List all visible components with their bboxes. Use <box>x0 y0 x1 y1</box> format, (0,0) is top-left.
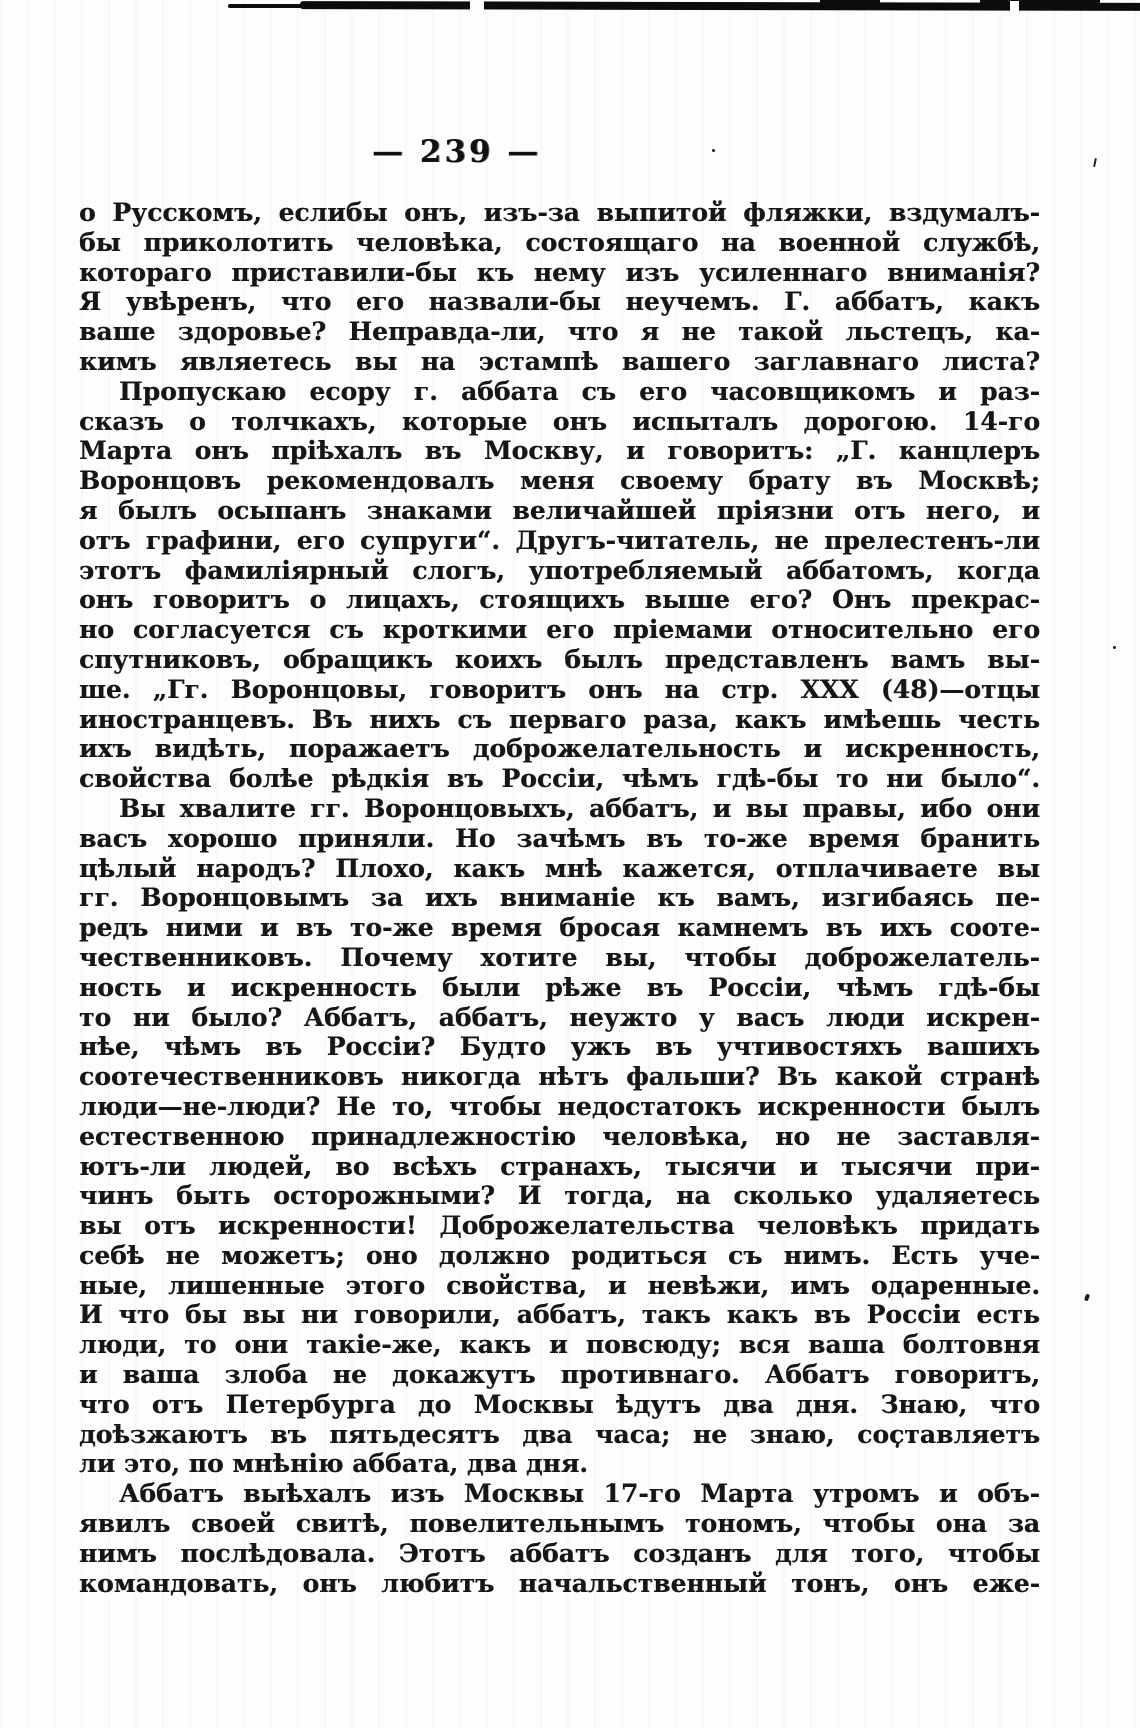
scan-artifact-top-bar-segment <box>228 4 314 8</box>
text-line: ше. „Гг. Воронцовы, говоритъ онъ на стр. XXX (48)—отцы <box>79 674 1040 704</box>
text-line: что отъ Петербурга до Москвы ѣдутъ два дня. Знаю, что <box>79 1389 1040 1419</box>
text-line: чественниковъ. Почему хотите вы, чтобы доброжелатель- <box>79 942 1040 972</box>
text-line: люди, то они такіе-же, какъ и повсюду; вся ваша болтовня <box>79 1330 1040 1360</box>
ink-speck <box>1093 158 1097 167</box>
ink-speck <box>1113 646 1116 649</box>
ink-speck <box>1084 1294 1090 1302</box>
text-line: гг. Воронцовымъ за ихъ вниманіе къ вамъ, изгибаясь пе- <box>79 883 1040 913</box>
text-line: бы приколотить человѣка, состоящаго на военной службѣ, <box>79 227 1040 257</box>
text-line: явилъ своей свитѣ, повелительнымъ тономъ, чтобы она за <box>79 1509 1040 1539</box>
text-line: и ваша злоба не докажутъ противнаго. Аббатъ говоритъ, <box>79 1360 1040 1390</box>
text-line: естественною принадлежностію человѣка, но не заставля- <box>79 1121 1040 1151</box>
text-line: И что бы вы ни говорили, аббатъ, такъ какъ въ Россіи есть <box>79 1300 1040 1330</box>
text-line: ихъ видѣть, поражаетъ доброжелательность и искренность, <box>79 734 1040 764</box>
text-line: то ни было? Аббатъ, аббатъ, неужто у васъ люди искрен- <box>79 1002 1040 1032</box>
text-line: вы отъ искренности! Доброжелательства человѣкъ придать <box>79 1211 1040 1241</box>
text-line: нимъ послѣдовала. Этотъ аббатъ созданъ для того, чтобы <box>79 1538 1040 1568</box>
text-line: Пропускаю есору г. аббата съ его часовщикомъ и раз- <box>119 376 1040 406</box>
text-line: доѣзжаютъ въ пятьдесятъ два часа; не знаю, составляетъ <box>79 1419 1040 1449</box>
text-line: чинъ быть осторожными? И тогда, на сколько удаляетесь <box>79 1181 1040 1211</box>
scan-artifact-top-bar-segment <box>980 0 1100 4</box>
text-line: о Русскомъ, еслибы онъ, изъ-за выпитой фляжки, вздумалъ- <box>79 198 1040 227</box>
text-line: люди—не-люди? Не то, чтобы недостатокъ искренности былъ <box>79 1091 1040 1121</box>
text-line: ваше здоровье? Неправда-ли, что я не такой льстецъ, ка- <box>79 317 1040 347</box>
scan-artifact-gap <box>1010 1 1019 11</box>
paragraph <box>79 1479 1040 1598</box>
text-line: редъ ними и въ то-же время бросая камнемъ въ ихъ сооте- <box>79 913 1040 943</box>
text-line: Вы хвалите гг. Воронцовыхъ, аббатъ, и вы правы, ибо они <box>119 793 1040 823</box>
text-block <box>79 198 1040 1598</box>
text-line: я былъ осыпанъ знаками величайшей пріязни отъ него, и <box>79 495 1040 525</box>
text-line: отъ графини, его супруги“. Другъ-читатель, не прелестенъ-ли <box>79 525 1040 555</box>
text-line: нѣе, чѣмъ въ Россіи? Будто ужъ въ учтивостяхъ вашихъ <box>79 1032 1040 1062</box>
text-line: свойства болѣе рѣдкія въ Россіи, чѣмъ гдѣ-бы то ни было“. <box>79 764 1040 794</box>
text-line: соотечественниковъ никогда нѣтъ фальши? Въ какой странѣ <box>79 1062 1040 1092</box>
text-line: ность и искренность были рѣже въ Россіи, чѣмъ гдѣ-бы <box>79 972 1040 1002</box>
text-line: цѣлый народъ? Плохо, какъ мнѣ кажется, отплачиваете вы <box>79 853 1040 883</box>
text-line: онъ говоритъ о лицахъ, стоящихъ выше его? Онъ прекрас- <box>79 585 1040 615</box>
text-line: котораго приставили-бы къ нему изъ усиленнаго вниманія? <box>79 257 1040 287</box>
page-number: — 239 — <box>372 134 542 170</box>
text-line: иностранцевъ. Въ нихъ съ перваго раза, какъ имѣешь честь <box>79 704 1040 734</box>
text-line: этотъ фамиліярный слогъ, употребляемый аббатомъ, когда <box>79 555 1040 585</box>
text-line: Воронцовъ рекомендовалъ меня своему брату въ Москвѣ; <box>79 466 1040 496</box>
text-line: себѣ не можетъ; оно должно родиться съ нимъ. Есть уче- <box>79 1240 1040 1270</box>
paragraph <box>79 377 1040 794</box>
scan-artifact-top-bar-segment <box>820 0 880 3</box>
text-line: Я увѣренъ, что его назвали-бы неучемъ. Г. аббатъ, какъ <box>79 287 1040 317</box>
text-line: Аббатъ выѣхалъ изъ Москвы 17-го Марта утромъ и объ- <box>119 1479 1040 1509</box>
text-line: спутниковъ, обращикъ коихъ былъ представленъ вамъ вы- <box>79 644 1040 674</box>
text-line: сказъ о толчкахъ, которые онъ испыталъ дорогою. 14-го <box>79 406 1040 436</box>
text-line: кимъ являетесь вы на эстампѣ вашего заглавнаго листа? <box>79 346 1040 376</box>
text-line: но согласуется съ кроткими его пріемами относительно его <box>79 615 1040 645</box>
text-line: васъ хорошо приняли. Но зачѣмъ въ то-же время бранить <box>79 823 1040 853</box>
text-line: ные, лишенные этого свойства, и невѣжи, имъ одаренные. <box>79 1270 1040 1300</box>
paragraph <box>79 198 1040 377</box>
text-line: ютъ-ли людей, во всѣхъ странахъ, тысячи и тысячи при- <box>79 1151 1040 1181</box>
scan-artifact-gap <box>470 1 484 11</box>
ink-speck <box>712 149 715 152</box>
text-line: командовать, онъ любитъ начальственный тонъ, онъ еже- <box>79 1568 1040 1598</box>
text-line: Марта онъ пріѣхалъ въ Москву, и говоритъ: „Г. канцлеръ <box>79 436 1040 466</box>
text-line: ли это, по мнѣнію аббата, два дня. <box>79 1449 588 1479</box>
paragraph <box>79 794 1040 1479</box>
